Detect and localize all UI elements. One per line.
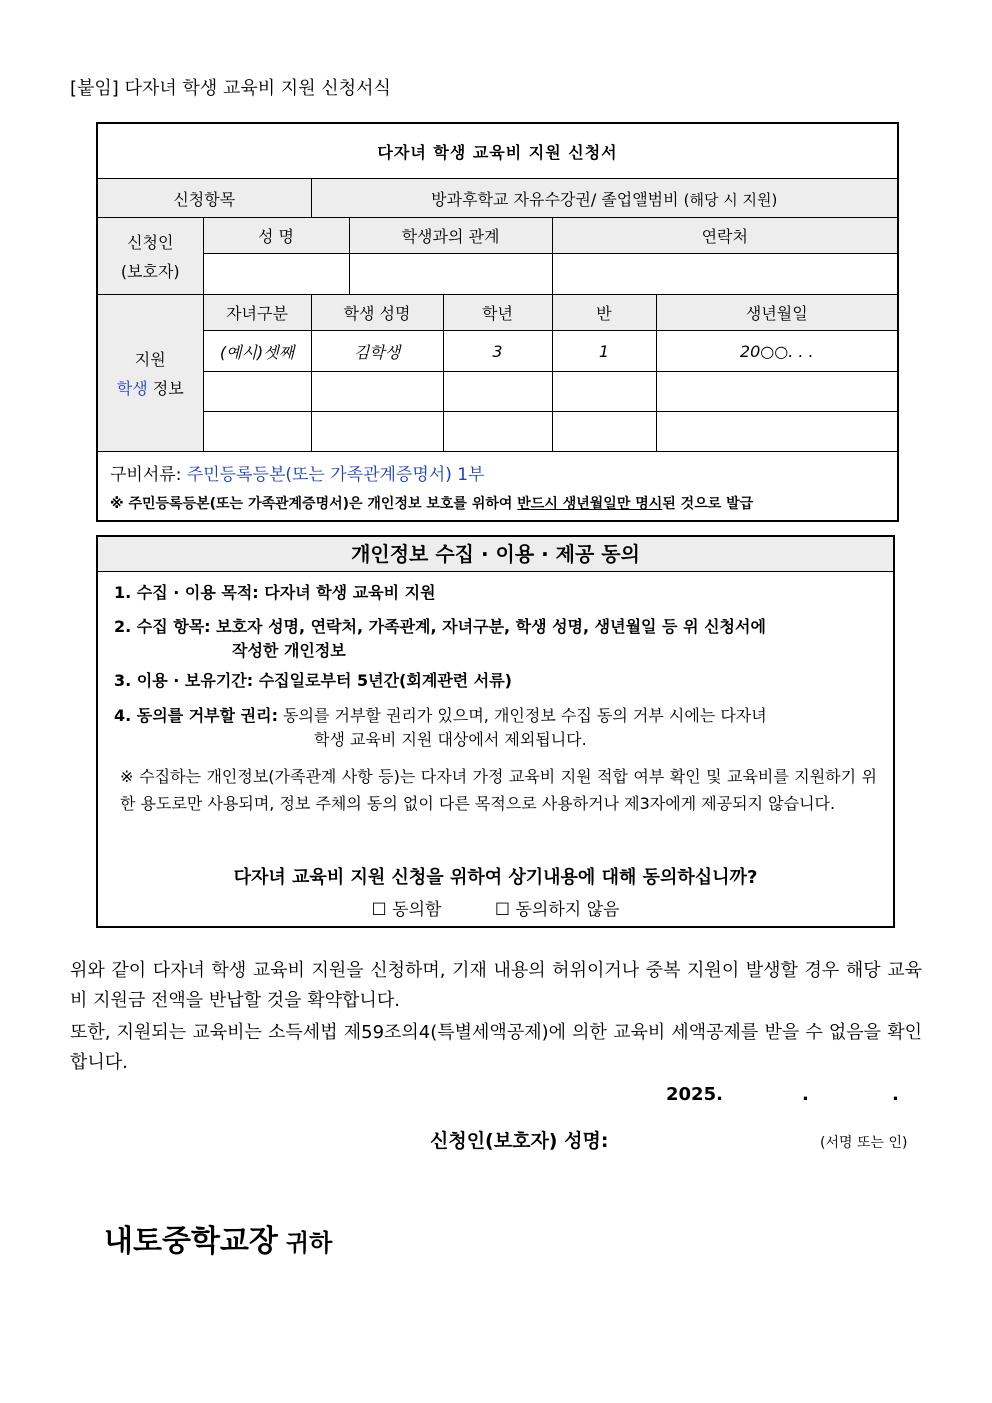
item-value: 방과후학교 자유수강권/ 졸업앨범비 (431, 189, 679, 209)
privacy-consent-box (96, 535, 895, 928)
declaration-paragraph-2: 또한, 지원되는 교육비는 소득세법 제59조의4(특별세액공제)에 의한 교육비 세액공제를 받을 수 없음을 확인합니다. (70, 1022, 922, 1073)
consent-item-2-cont: 작성한 개인정보 (232, 641, 346, 660)
student1-class-field[interactable] (552, 372, 656, 412)
item-value-cell (311, 179, 898, 218)
col-student-name: 학생 성명 (311, 295, 443, 331)
consent-note: ※ 수집하는 개인정보(가족관계 사항 등)는 다자녀 가정 교육비 지원 적합 여부 확인 및 교육비를 지원하기 위한 용도로만 사용되며, 정보 주체의 동의 없이 다른 목적으로 사용하거나 제3자에게 제공되지 않습니다. (120, 767, 877, 813)
application-form (96, 122, 899, 522)
col-grade: 학년 (443, 295, 552, 331)
consent-item-1 (114, 581, 877, 605)
consent-item-4 (114, 704, 877, 752)
col-relation: 학생과의 관계 (349, 218, 552, 254)
docs-note (110, 493, 885, 513)
col-class: 반 (552, 295, 656, 331)
consent-item-3-value: 수집일로부터 5년간(회계관련 서류) (253, 671, 512, 690)
student1-name-field[interactable] (311, 372, 443, 412)
student-label-blue: 학생 (116, 379, 148, 398)
student1-order-field[interactable] (203, 372, 311, 412)
docs-value: 주민등록등본(또는 가족관계증명서) 1부 (186, 464, 485, 485)
date-dot-month: . (802, 1084, 809, 1105)
applicant-relation-field[interactable] (349, 254, 552, 295)
student-label (97, 295, 203, 452)
docs-label: 구비서류: (110, 464, 187, 485)
docs-note-c: 된 것으로 발급 (662, 495, 754, 512)
consent-item-4-cont: 학생 교육비 지원 대상에서 제외됩니다. (314, 730, 587, 749)
docs-note-underlined: 반드시 생년월일만 명시 (517, 495, 663, 512)
col-name: 성 명 (203, 218, 349, 254)
applicant-contact-field[interactable] (552, 254, 898, 295)
attachment-header: [붙임] 다자녀 학생 교육비 지원 신청서식 (70, 78, 391, 99)
example-child-order: (예시)셋째 (203, 331, 311, 372)
consent-item-3-label: 3. 이용 · 보유기간: (114, 671, 254, 690)
required-documents (97, 452, 898, 522)
example-birthdate: 20○○. . . (656, 331, 898, 372)
consent-title: 개인정보 수집 · 이용 · 제공 동의 (98, 537, 893, 572)
example-class: 1 (552, 331, 656, 372)
seal-note: (서명 또는 인) (820, 1135, 908, 1151)
date-year: 2025. (666, 1084, 723, 1105)
applicant-label (97, 218, 203, 295)
applicant-label-line2: (보호자) (120, 262, 180, 281)
disagree-checkbox[interactable]: ☐ 동의하지 않음 (494, 900, 620, 920)
signature-label: 신청인(보호자) 성명: (430, 1130, 609, 1152)
col-birthdate: 생년월일 (656, 295, 898, 331)
example-grade: 3 (443, 331, 552, 372)
date-dot-day: . (892, 1084, 899, 1105)
form-title: 다자녀 학생 교육비 지원 신청서 (97, 123, 898, 179)
student1-birth-field[interactable] (656, 372, 898, 412)
declaration-paragraph-1: 위와 같이 다자녀 학생 교육비 지원을 신청하며, 기재 내용의 허위이거나 중복 지원이 발생할 경우 해당 교육비 지원금 전액을 반납할 것을 확약합니다. (70, 960, 922, 1011)
docs-note-a: ※ 주민등록등본(또는 가족관계증명서)은 개인정보 보호를 위하여 (110, 495, 518, 512)
col-child-order: 자녀구분 (203, 295, 311, 331)
consent-item-1-label: 1. 수집 · 이용 목적: (114, 583, 259, 602)
student2-name-field[interactable] (311, 412, 443, 452)
applicant-name-field[interactable] (203, 254, 349, 295)
consent-item-1-value: 다자녀 학생 교육비 지원 (258, 583, 436, 602)
student1-grade-field[interactable] (443, 372, 552, 412)
agree-checkbox[interactable]: ☐ 동의함 (371, 900, 442, 920)
consent-item-2-label: 2. 수집 항목: (114, 617, 211, 636)
student-label-rest: 정보 (147, 379, 184, 398)
addressee (104, 1216, 332, 1260)
student-label-line2 (98, 376, 203, 399)
applicant-label-line1: 신청인 (127, 233, 174, 252)
student2-class-field[interactable] (552, 412, 656, 452)
item-label: 신청항목 (97, 179, 311, 218)
principal-title: 내토중학교장 (104, 1224, 278, 1259)
date-line (666, 1084, 906, 1105)
example-student-name: 김학생 (311, 331, 443, 372)
consent-item-2 (114, 615, 877, 663)
item-note: (해당 시 지원) (683, 190, 778, 209)
col-contact: 연락처 (552, 218, 898, 254)
consent-item-4-label: 4. 동의를 거부할 권리: (114, 706, 278, 725)
principal-suffix: 귀하 (285, 1229, 333, 1257)
consent-item-4-value: 동의를 거부할 권리가 있으며, 개인정보 수집 동의 거부 시에는 다자녀 (277, 706, 767, 725)
student2-grade-field[interactable] (443, 412, 552, 452)
consent-options (98, 895, 893, 920)
student-label-line1: 지원 (134, 350, 166, 369)
consent-question: 다자녀 교육비 지원 신청을 위하여 상기내용에 대해 동의하십니까? (233, 867, 758, 888)
signature-field[interactable] (650, 1122, 810, 1150)
consent-item-3 (114, 669, 877, 693)
docs-line (110, 460, 885, 485)
student2-birth-field[interactable] (656, 412, 898, 452)
consent-item-2-value: 보호자 성명, 연락처, 가족관계, 자녀구분, 학생 성명, 생년월일 등 위 신청서에 (210, 617, 766, 636)
student2-order-field[interactable] (203, 412, 311, 452)
